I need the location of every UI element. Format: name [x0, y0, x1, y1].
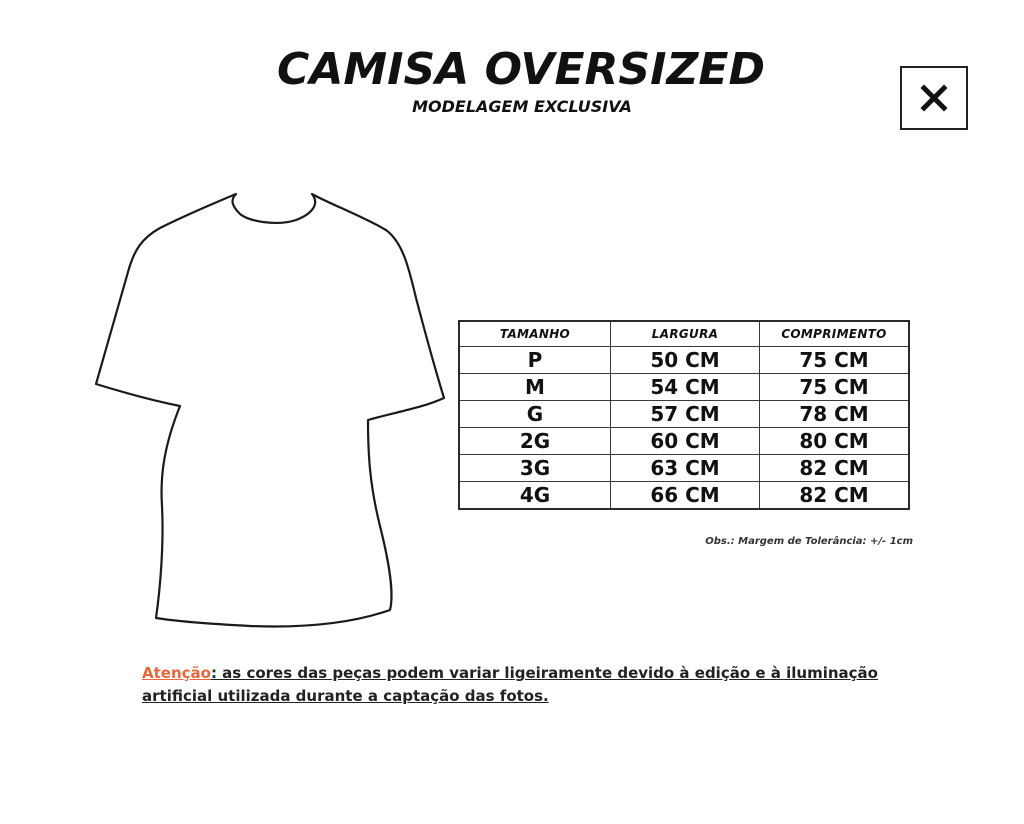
page-title: CAMISA OVERSIZED: [277, 44, 765, 95]
table-row: [459, 347, 909, 374]
width-cell: 63 CM: [611, 455, 760, 482]
notice-label: Atenção: [142, 664, 211, 682]
length-cell: 75 CM: [760, 347, 910, 374]
close-button[interactable]: [900, 66, 968, 130]
length-cell: 80 CM: [760, 428, 910, 455]
color-notice: [142, 662, 902, 708]
width-cell: 60 CM: [611, 428, 760, 455]
column-header-width: LARGURA: [611, 321, 760, 347]
width-cell: 57 CM: [611, 401, 760, 428]
page-subtitle: MODELAGEM EXCLUSIVA: [412, 97, 632, 116]
length-cell: 82 CM: [760, 455, 910, 482]
width-cell: 66 CM: [611, 482, 760, 510]
table-row: [459, 374, 909, 401]
table-row: [459, 401, 909, 428]
size-cell: 4G: [459, 482, 611, 510]
length-cell: 82 CM: [760, 482, 910, 510]
table-row: [459, 455, 909, 482]
size-cell: P: [459, 347, 611, 374]
width-cell: 50 CM: [611, 347, 760, 374]
column-header-size: TAMANHO: [459, 321, 611, 347]
tshirt-outline-icon: [90, 186, 450, 638]
table-header-row: [459, 321, 909, 347]
size-cell: 3G: [459, 455, 611, 482]
length-cell: 75 CM: [760, 374, 910, 401]
column-header-length: COMPRIMENTO: [760, 321, 910, 347]
tolerance-note: Obs.: Margem de Tolerância: +/- 1cm: [705, 536, 913, 547]
size-table: [458, 320, 910, 510]
width-cell: 54 CM: [611, 374, 760, 401]
notice-text: : as cores das peças podem variar ligeiramente devido à edição e à iluminação artificial utilizada durante a captação das fotos.: [142, 664, 878, 705]
size-cell: M: [459, 374, 611, 401]
close-icon: [919, 83, 949, 113]
size-cell: 2G: [459, 428, 611, 455]
size-cell: G: [459, 401, 611, 428]
length-cell: 78 CM: [760, 401, 910, 428]
table-row: [459, 482, 909, 510]
table-row: [459, 428, 909, 455]
